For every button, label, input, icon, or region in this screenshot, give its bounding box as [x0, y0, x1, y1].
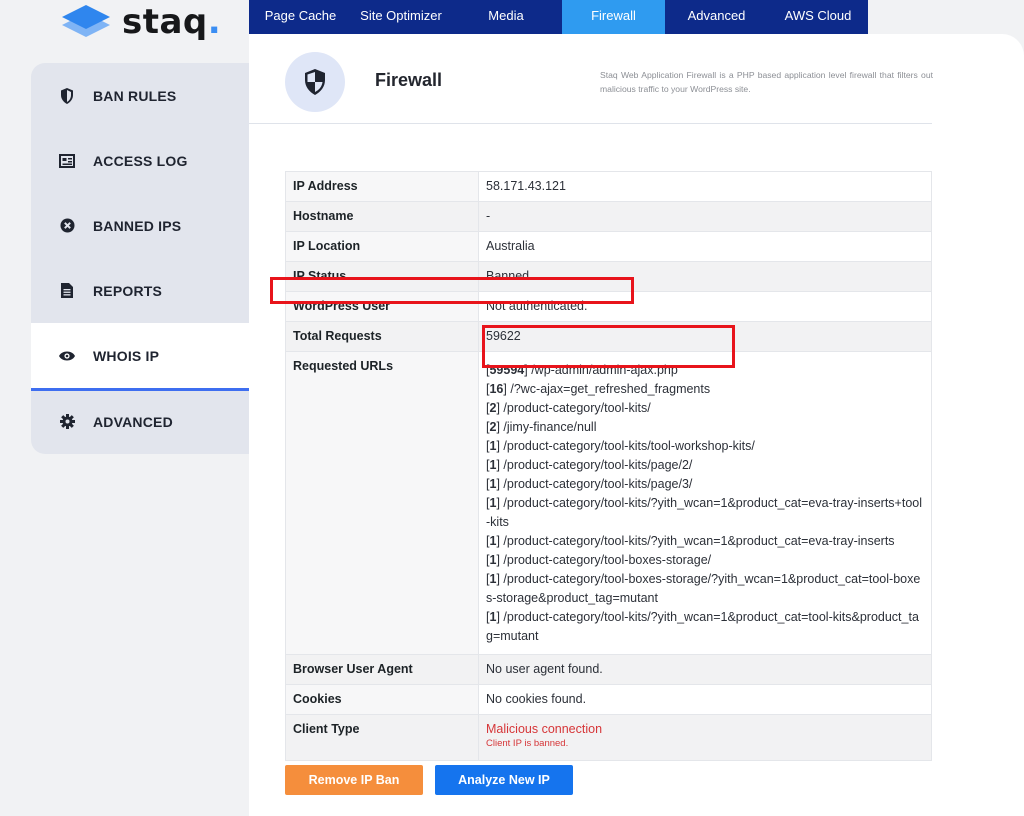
header-divider	[249, 123, 932, 124]
client-type-label: Client Type	[286, 715, 479, 761]
url-entry: [2] /jimy-finance/null	[486, 420, 597, 434]
url-entry: [1] /product-category/tool-boxes-storage/?yith_wcan=1&product_cat=tool-boxes-storage&product_tag=mutant	[486, 572, 921, 605]
client-type-cell	[479, 715, 932, 761]
url-entry: [59594] /wp-admin/admin-ajax.php	[486, 363, 678, 377]
url-entry: [1] /product-category/tool-kits/page/3/	[486, 477, 693, 491]
sidebar-item-label: ADVANCED	[93, 413, 173, 430]
tab-advanced[interactable]: Advanced	[687, 8, 746, 23]
table-row	[286, 352, 932, 655]
sidebar-item-label: REPORTS	[93, 282, 163, 299]
table-row	[286, 685, 932, 715]
ip-address-label: IP Address	[286, 172, 479, 202]
brand-name: staq	[122, 2, 208, 42]
sidebar-item-label: WHOIS IP	[93, 347, 160, 364]
wp-user-label: WordPress User	[286, 292, 479, 322]
cookies-label: Cookies	[286, 685, 479, 715]
sidebar-item-label: ACCESS LOG	[93, 152, 188, 169]
sidebar-item-access-log[interactable]	[31, 128, 249, 193]
tab-firewall[interactable]: Firewall	[562, 0, 665, 34]
hostname-label: Hostname	[286, 202, 479, 232]
client-type-note: Client IP is banned.	[486, 738, 569, 749]
sidebar-item-ban-rules[interactable]	[31, 63, 249, 128]
url-entry: [1] /product-category/tool-kits/tool-workshop-kits/	[486, 439, 755, 453]
hostname-value: -	[479, 202, 932, 232]
table-row	[286, 262, 932, 292]
top-nav	[249, 0, 868, 34]
ip-status-value: Banned	[479, 262, 932, 292]
client-type-value: Malicious connection	[486, 722, 603, 736]
shield-icon	[59, 88, 75, 104]
firewall-shield-icon	[285, 52, 345, 112]
log-icon	[59, 153, 75, 169]
tab-page-cache[interactable]: Page Cache	[264, 8, 337, 23]
table-row	[286, 322, 932, 352]
total-requests-value: 59622	[479, 322, 932, 352]
total-requests-label: Total Requests	[286, 322, 479, 352]
url-entry: [1] /product-category/tool-kits/page/2/	[486, 458, 693, 472]
sidebar-item-reports[interactable]	[31, 258, 249, 323]
table-row	[286, 715, 932, 761]
requested-urls-label: Requested URLs	[286, 352, 479, 655]
ip-location-value: Australia	[479, 232, 932, 262]
tab-media[interactable]: Media	[488, 8, 524, 23]
gear-icon	[59, 414, 75, 430]
page-description: Staq Web Application Firewall is a PHP based application level firewall that filters out malicious traffic to your WordPress site.	[600, 70, 933, 94]
ban-circle-icon	[59, 218, 75, 234]
table-row	[286, 292, 932, 322]
tab-aws-cloud[interactable]: AWS Cloud	[784, 8, 852, 23]
sidebar	[31, 63, 249, 454]
sidebar-item-whois-ip[interactable]	[31, 323, 249, 391]
url-entry: [1] /product-category/tool-kits/?yith_wcan=1&product_cat=eva-tray-inserts	[486, 534, 895, 548]
url-entry: [16] /?wc-ajax=get_refreshed_fragments	[486, 382, 711, 396]
remove-ip-ban-button[interactable]: Remove IP Ban	[285, 765, 423, 795]
whois-table	[285, 171, 932, 761]
page-title: Firewall	[375, 70, 443, 90]
analyze-new-ip-button[interactable]: Analyze New IP	[435, 765, 573, 795]
table-row	[286, 232, 932, 262]
report-icon	[59, 283, 75, 299]
user-agent-value: No user agent found.	[479, 655, 932, 685]
requested-urls-list	[479, 352, 932, 655]
brand-logo	[60, 0, 221, 44]
user-agent-label: Browser User Agent	[286, 655, 479, 685]
url-entry: [1] /product-category/tool-kits/?yith_wcan=1&product_cat=eva-tray-inserts+tool-kits	[486, 496, 923, 529]
url-entry: [1] /product-category/tool-kits/?yith_wcan=1&product_cat=tool-kits&product_tag=mutant	[486, 610, 919, 643]
wp-user-value: Not authenticated.	[479, 292, 932, 322]
table-row	[286, 655, 932, 685]
table-row	[286, 172, 932, 202]
url-entry: [1] /product-category/tool-boxes-storage/	[486, 553, 712, 567]
ip-location-label: IP Location	[286, 232, 479, 262]
cookies-value: No cookies found.	[479, 685, 932, 715]
sidebar-item-banned-ips[interactable]	[31, 193, 249, 258]
brand-dot: .	[207, 2, 222, 42]
ip-address-value: 58.171.43.121	[479, 172, 932, 202]
sidebar-item-label: BANNED IPS	[93, 217, 182, 234]
eye-icon	[59, 348, 75, 364]
sidebar-item-advanced[interactable]	[31, 389, 249, 454]
stack-logo-icon	[60, 3, 112, 41]
ip-status-label: IP Status	[286, 262, 479, 292]
sidebar-item-label: BAN RULES	[93, 87, 177, 104]
url-entry: [2] /product-category/tool-kits/	[486, 401, 651, 415]
table-row	[286, 202, 932, 232]
tab-site-optimizer[interactable]: Site Optimizer	[360, 8, 442, 23]
